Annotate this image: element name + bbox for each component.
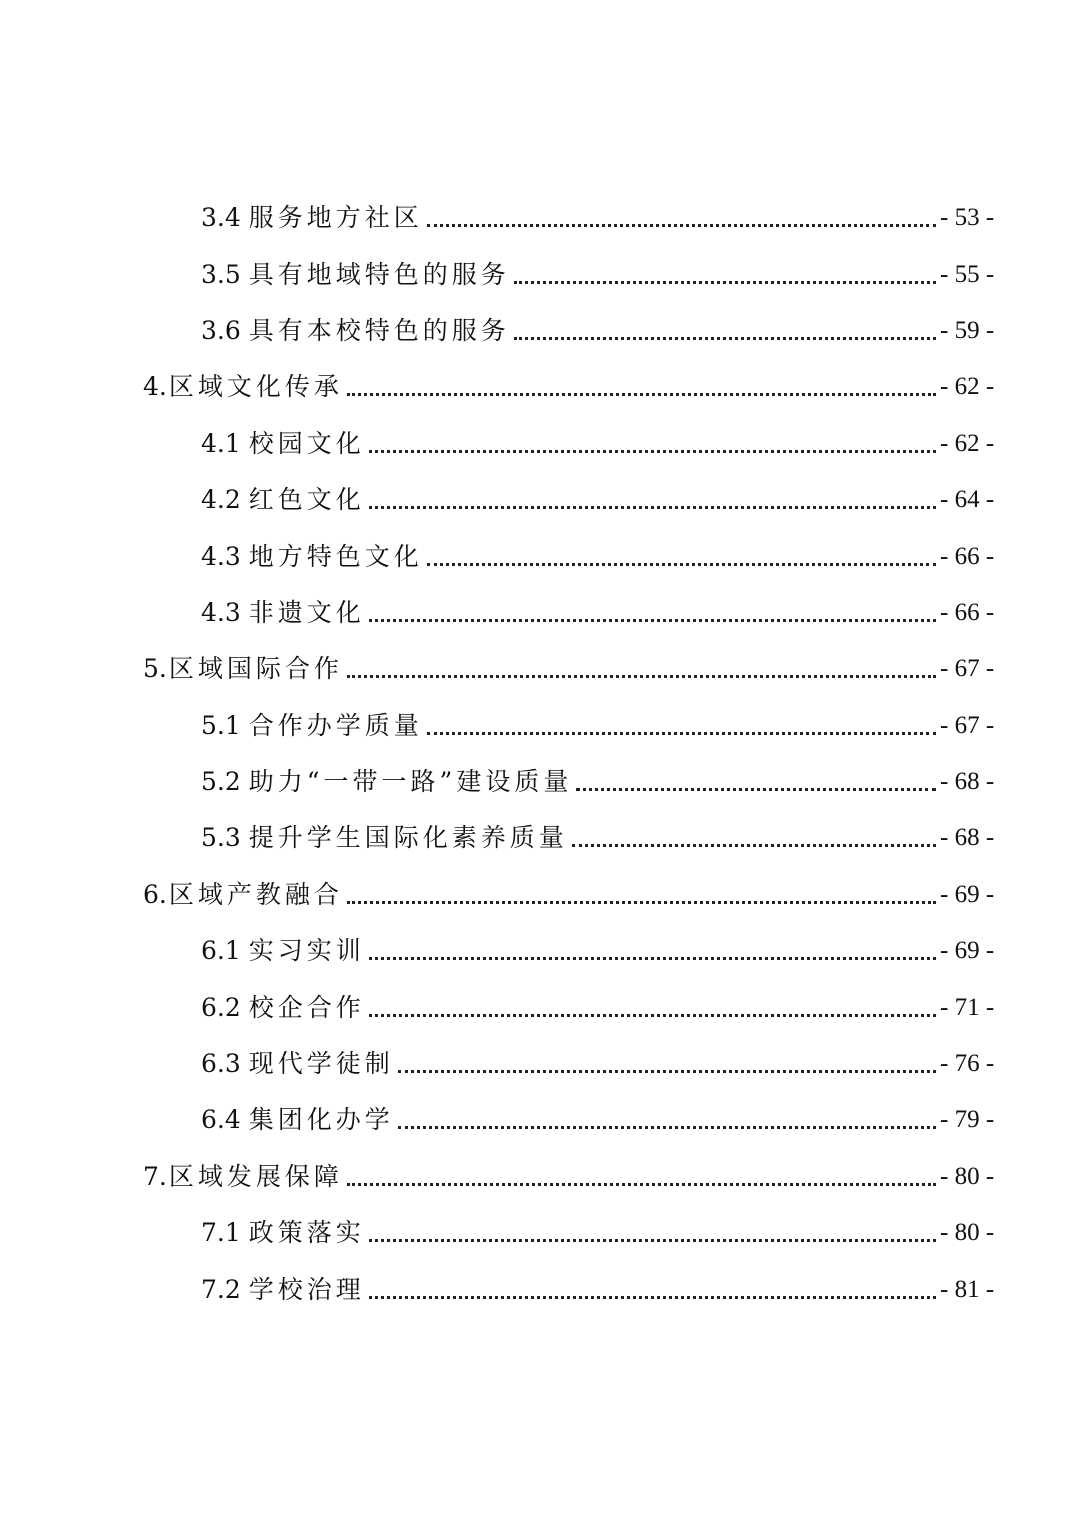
toc-section-entry[interactable] [0, 528, 1074, 584]
toc-page-number: - 67 - [940, 655, 995, 683]
toc-dot-leader [347, 654, 936, 684]
toc-entry-title: 集团化办学 [248, 1105, 394, 1135]
toc-entry-number: 6.1 [201, 936, 241, 966]
toc-entry-title: 区域发展保障 [168, 1161, 343, 1191]
toc-entry-number: 3.4 [201, 203, 241, 233]
toc-dot-leader [427, 542, 936, 572]
toc-dot-leader [398, 1105, 936, 1135]
toc-page-number: - 59 - [940, 316, 995, 344]
toc-entry-number: 6.4 [201, 1105, 241, 1135]
toc-entry-number: 7.2 [201, 1274, 241, 1304]
toc-dot-leader [514, 316, 936, 346]
toc-entry-number: 4. [143, 372, 167, 402]
toc-section-entry[interactable] [0, 810, 1074, 866]
toc-section-entry[interactable] [0, 416, 1074, 472]
toc-entry-number: 6. [143, 879, 167, 909]
toc-entry-title: 区域产教融合 [168, 879, 343, 909]
toc-entry-title: 提升学生国际化素养质量 [248, 823, 568, 853]
toc-dot-leader [369, 429, 936, 459]
toc-chapter-entry[interactable] [0, 1149, 1074, 1205]
toc-entry-number: 5.1 [201, 710, 241, 740]
toc-dot-leader [427, 711, 936, 741]
toc-entry-title: 具有地域特色的服务 [248, 259, 510, 289]
toc-page-number: - 71 - [940, 993, 995, 1021]
toc-entry-title: 校园文化 [248, 428, 365, 458]
toc-entry-number: 3.5 [201, 259, 241, 289]
toc-entry-number: 4.3 [201, 541, 241, 571]
toc-section-entry[interactable] [0, 754, 1074, 810]
toc-dot-leader [427, 203, 936, 233]
toc-entry-number: 5. [143, 654, 167, 684]
toc-entry-title: 助力“一带一路”建设质量 [248, 767, 573, 797]
toc-page-number: - 53 - [940, 204, 995, 232]
table-of-contents [0, 190, 1074, 1318]
toc-entry-title: 区域文化传承 [168, 372, 343, 402]
toc-entry-title: 非遗文化 [248, 597, 365, 627]
toc-dot-leader [347, 372, 936, 402]
toc-entry-title: 合作办学质量 [248, 710, 423, 740]
toc-dot-leader [576, 767, 936, 797]
toc-entry-title: 服务地方社区 [248, 203, 423, 233]
toc-entry-title: 现代学徒制 [248, 1049, 394, 1079]
toc-dot-leader [347, 880, 936, 910]
toc-dot-leader [514, 260, 936, 290]
toc-page-number: - 69 - [940, 937, 995, 965]
toc-entry-number: 4.1 [201, 428, 241, 458]
toc-section-entry[interactable] [0, 1036, 1074, 1092]
toc-section-entry[interactable] [0, 979, 1074, 1035]
toc-entry-number: 5.3 [201, 823, 241, 853]
toc-page-number: - 66 - [940, 542, 995, 570]
toc-page-number: - 81 - [940, 1275, 995, 1303]
toc-page-number: - 64 - [940, 486, 995, 514]
toc-entry-number: 4.2 [201, 485, 241, 515]
toc-page-number: - 80 - [940, 1162, 995, 1190]
toc-entry-title: 学校治理 [248, 1274, 365, 1304]
toc-dot-leader [369, 1275, 936, 1305]
toc-page-number: - 67 - [940, 711, 995, 739]
toc-chapter-entry[interactable] [0, 359, 1074, 415]
toc-entry-title: 实习实训 [248, 936, 365, 966]
toc-section-entry[interactable] [0, 472, 1074, 528]
toc-page-number: - 62 - [940, 429, 995, 457]
toc-section-entry[interactable] [0, 1092, 1074, 1148]
toc-entry-title: 具有本校特色的服务 [248, 315, 510, 345]
toc-entry-number: 4.3 [201, 597, 241, 627]
toc-section-entry[interactable] [0, 303, 1074, 359]
toc-page-number: - 76 - [940, 1050, 995, 1078]
toc-entry-number: 6.3 [201, 1049, 241, 1079]
toc-dot-leader [369, 993, 936, 1023]
toc-chapter-entry[interactable] [0, 867, 1074, 923]
toc-section-entry[interactable] [0, 246, 1074, 302]
toc-section-entry[interactable] [0, 698, 1074, 754]
toc-entry-title: 地方特色文化 [248, 541, 423, 571]
toc-page-number: - 80 - [940, 1219, 995, 1247]
toc-page-number: - 62 - [940, 373, 995, 401]
toc-dot-leader [398, 1049, 936, 1079]
toc-section-entry[interactable] [0, 1205, 1074, 1261]
toc-page-number: - 66 - [940, 598, 995, 626]
toc-dot-leader [369, 936, 936, 966]
toc-chapter-entry[interactable] [0, 641, 1074, 697]
toc-entry-title: 红色文化 [248, 485, 365, 515]
toc-entry-number: 5.2 [201, 767, 241, 797]
toc-page-number: - 69 - [940, 880, 995, 908]
toc-entry-title: 区域国际合作 [168, 654, 343, 684]
toc-entry-number: 6.2 [201, 992, 241, 1022]
toc-section-entry[interactable] [0, 190, 1074, 246]
toc-dot-leader [369, 1218, 936, 1248]
toc-dot-leader [347, 1162, 936, 1192]
toc-entry-title: 政策落实 [248, 1218, 365, 1248]
toc-page-number: - 55 - [940, 260, 995, 288]
toc-page-number: - 68 - [940, 768, 995, 796]
toc-entry-number: 7. [143, 1161, 167, 1191]
toc-entry-title: 校企合作 [248, 992, 365, 1022]
toc-entry-number: 3.6 [201, 315, 241, 345]
toc-section-entry[interactable] [0, 585, 1074, 641]
toc-page-number: - 79 - [940, 1106, 995, 1134]
toc-dot-leader [572, 823, 936, 853]
toc-section-entry[interactable] [0, 923, 1074, 979]
toc-section-entry[interactable] [0, 1261, 1074, 1317]
toc-page-number: - 68 - [940, 824, 995, 852]
toc-dot-leader [369, 485, 936, 515]
toc-dot-leader [369, 598, 936, 628]
toc-entry-number: 7.1 [201, 1218, 241, 1248]
